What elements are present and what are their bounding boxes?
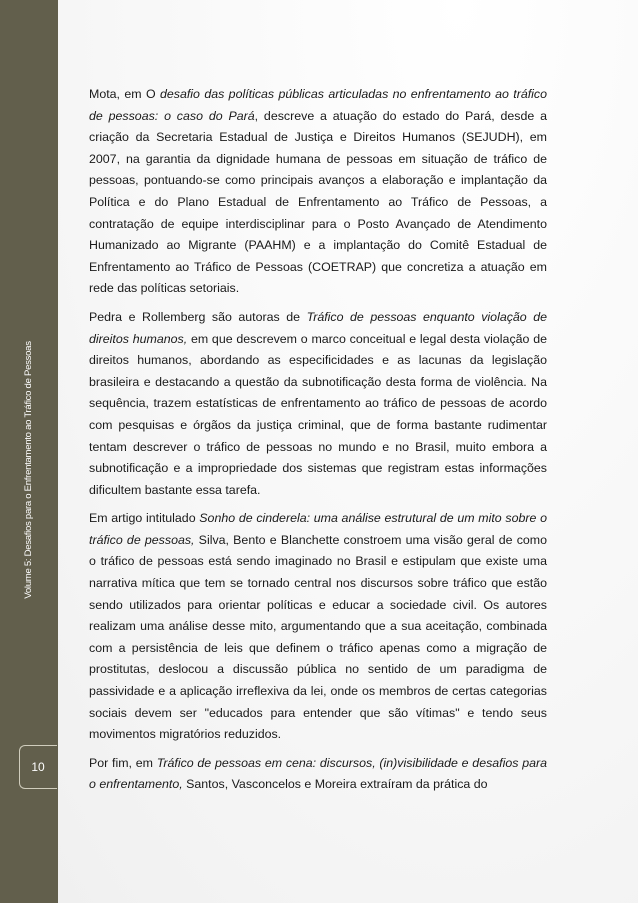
paragraph-1 (89, 84, 547, 300)
text-run: Mota, em O (89, 87, 160, 101)
text-run: Em artigo intitulado (89, 511, 200, 526)
paragraph-2 (89, 307, 547, 501)
paragraph-3 (89, 508, 547, 746)
page-number: 10 (31, 760, 45, 774)
running-header: Volume 5: Desafios para o Enfrentamento ao Tráfico de Pessoas (23, 341, 34, 599)
italic-title: Tráfico de pessoas em cena: discursos, (in)visibilidade e desafios para o enfrentamento, (89, 755, 548, 792)
text-run: Por fim, em (89, 755, 157, 770)
body-text (89, 84, 547, 803)
text-run: em que descrevem o marco conceitual e legal desta violação de direitos humanos, abordando as especificidades e as lacunas da legislação brasileira e destacando a questão da subnotificação desta forma de violência. Na sequência, trazem estatísticas de enfrentamento ao tráfico de pessoas de acordo com pesquisas e órgãos da justiça criminal, que de forma bastante rudimentar tentam descrever o tráfico de pessoas no mundo e no Brasil, muito embora a subnotificação e a impropriedade dos sistemas que registram estas informações dificultem bastante essa tarefa. (89, 331, 547, 497)
italic-title: desafio das políticas públicas articuladas no enfrentamento ao tráfico de pessoas: o caso do Pará (89, 87, 547, 123)
italic-title: Tráfico de pessoas enquanto violação de direitos humanos, (89, 309, 547, 346)
text-run: Silva, Bento e Blanchette constroem uma visão geral de como o tráfico de pessoas está sendo imaginado no Brasil e estipulam que existe uma narrativa mítica que tem se tornado central nos discursos sobre tráfico que estão sendo utilizados para orientar políticas e educar a sociedade civil. Os autores realizam uma análise desse mito, argumentando que a sua aceitação, combinada com a persistência de leis que definem o tráfico apenas como a migração de prostitutas, deslocou a discussão pública no sentido de um paradigma de passividade e a aplicação irreflexiva da lei, onde os membros de certas categorias sociais devem ser "educados para entender que são vítimas" e tendo seus movimentos migratórios reduzidos. (89, 532, 547, 742)
paragraph-4 (89, 753, 547, 796)
text-run: Pedra e Rollemberg são autoras de (89, 309, 307, 324)
italic-title: Sonho de cinderela: uma análise estrutural de um mito sobre o tráfico de pessoas, (89, 511, 547, 547)
text-run: , descreve a atuação do estado do Pará, desde a criação da Secretaria Estadual de Justiça e Direitos Humanos (SEJUDH), em 2007, na garantia da dignidade humana de pessoas em situação de tráfico de pessoas, pontuando-se como principais avanços a elaboração e implantação da Política e do Plano Estadual de Enfrentamento ao Tráfico de Pessoas, a contratação de equipe interdisciplinar para o Posto Avançado de Atendimento Humanizado ao Migrante (PAAHM) e a implantação do Comitê Estadual de Enfrentamento ao Tráfico de Pessoas (COETRAP) que concretiza a atuação em rede das políticas setoriais. (89, 108, 548, 296)
text-run: Santos, Vasconcelos e Moreira extraíram da prática do (182, 777, 488, 792)
